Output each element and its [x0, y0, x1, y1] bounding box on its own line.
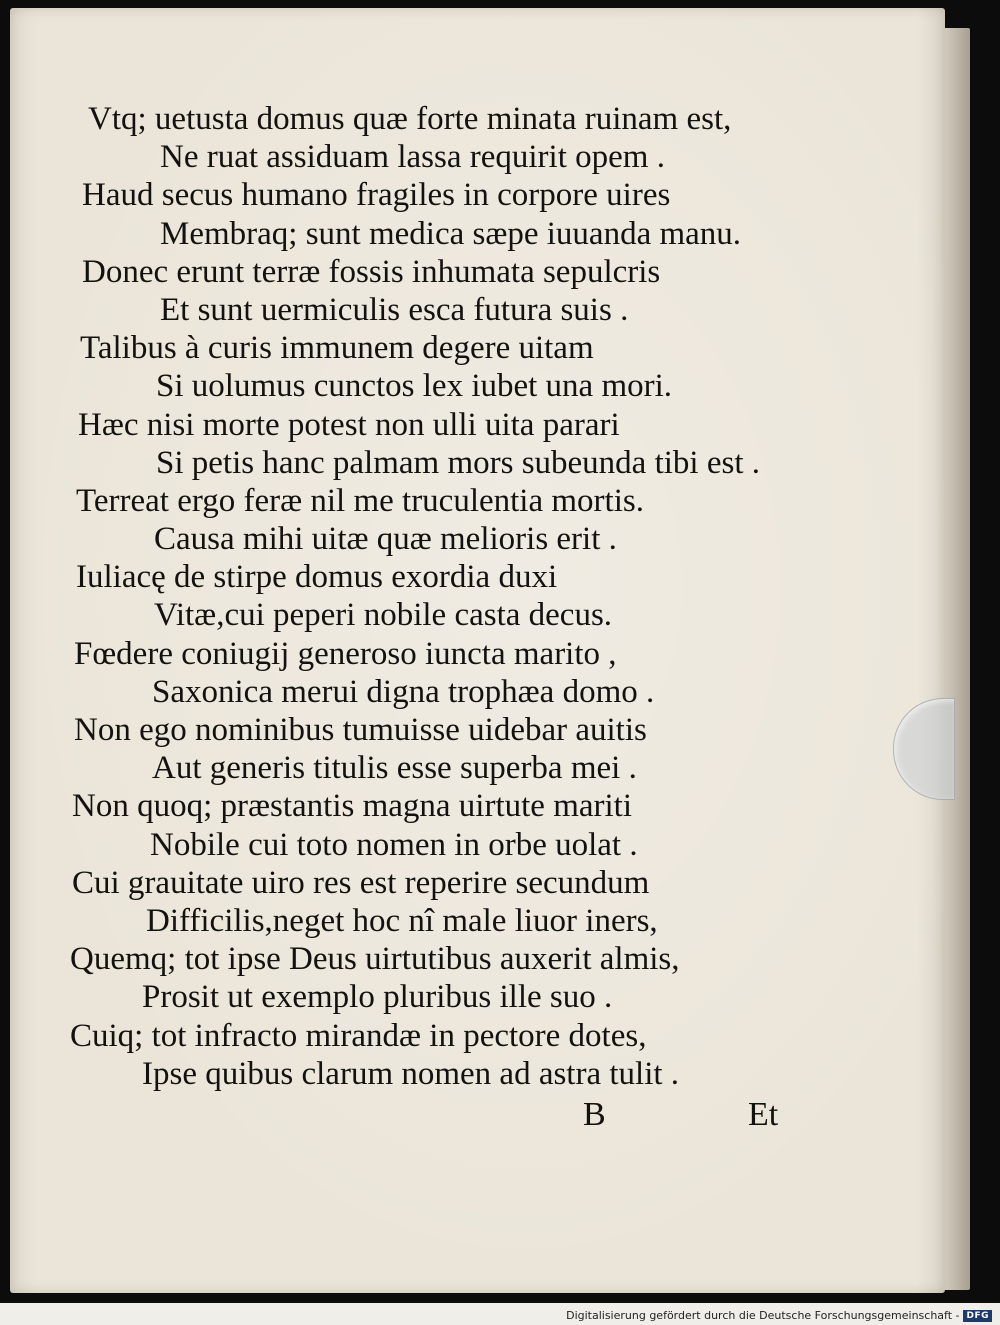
poem-line: Et sunt uermiculis esca futura suis . [160, 291, 629, 328]
dfg-logo: DFG [963, 1310, 992, 1322]
poem-line: Ne ruat assiduam lassa requirit opem . [160, 139, 665, 176]
poem-text [70, 100, 760, 1093]
signature-mark: B [583, 1096, 606, 1133]
poem-line: Nobile cui toto nomen in orbe uolat . [150, 826, 638, 863]
poem-line: Talibus à curis immunem degere uitam [80, 330, 594, 367]
credit-text: Digitalisierung gefördert durch die Deutsche Forschungsgemeinschaft - [566, 1309, 960, 1322]
poem-line: Cui grauitate uiro res est reperire secundum [72, 864, 650, 901]
poem-line: Donec erunt terræ fossis inhumata sepulcris [82, 253, 661, 290]
poem-line: Non ego nominibus tumuisse uidebar auitis [74, 712, 647, 748]
poem-line: Vtq; uetusta domus quæ forte minata ruinam est, [88, 101, 732, 137]
poem-line: Ipse quibus clarum nomen ad astra tulit . [142, 1055, 680, 1092]
poem-line: Vitæ,cui peperi nobile casta decus. [154, 597, 613, 634]
catchword: Et [748, 1096, 779, 1133]
poem-line: Quemq; tot ipse Deus uirtutibus auxerit almis, [70, 941, 680, 978]
poem-line: Haud secus humano fragiles in corpore uires [82, 177, 671, 214]
poem-line: Aut generis titulis esse superba mei . [152, 750, 637, 787]
poem-line: Saxonica merui digna trophæa domo . [152, 673, 655, 710]
poem-line: Hæc nisi morte potest non ulli uita parari [78, 406, 620, 443]
digitization-credit [566, 1309, 992, 1322]
poem-line: Cuiq; tot infracto mirandæ in pectore dotes, [70, 1017, 647, 1054]
poem-line: Iuliacę de stirpe domus exordia duxi [76, 559, 558, 596]
show-through-text [785, 103, 945, 1153]
poem-line: Si uolumus cunctos lex iubet una mori. [156, 368, 673, 405]
poem-line: Terreat ergo feræ nil me truculentia mortis. [76, 482, 644, 519]
poem-line: Si petis hanc palmam mors subeunda tibi est . [156, 444, 760, 481]
poem-line: Causa mihi uitæ quæ melioris erit . [154, 521, 617, 558]
poem-line: Fœdere coniugij generoso iuncta marito , [74, 635, 617, 672]
poem-line: Membraq; sunt medica sæpe iuuanda manu. [160, 215, 742, 252]
poem-line: Prosit ut exemplo pluribus ille suo . [142, 979, 613, 1016]
poem-line: Non quoq; præstantis magna uirtute mariti [72, 788, 633, 825]
poem-line: Difficilis,neget hoc nî male liuor iners, [146, 902, 658, 939]
